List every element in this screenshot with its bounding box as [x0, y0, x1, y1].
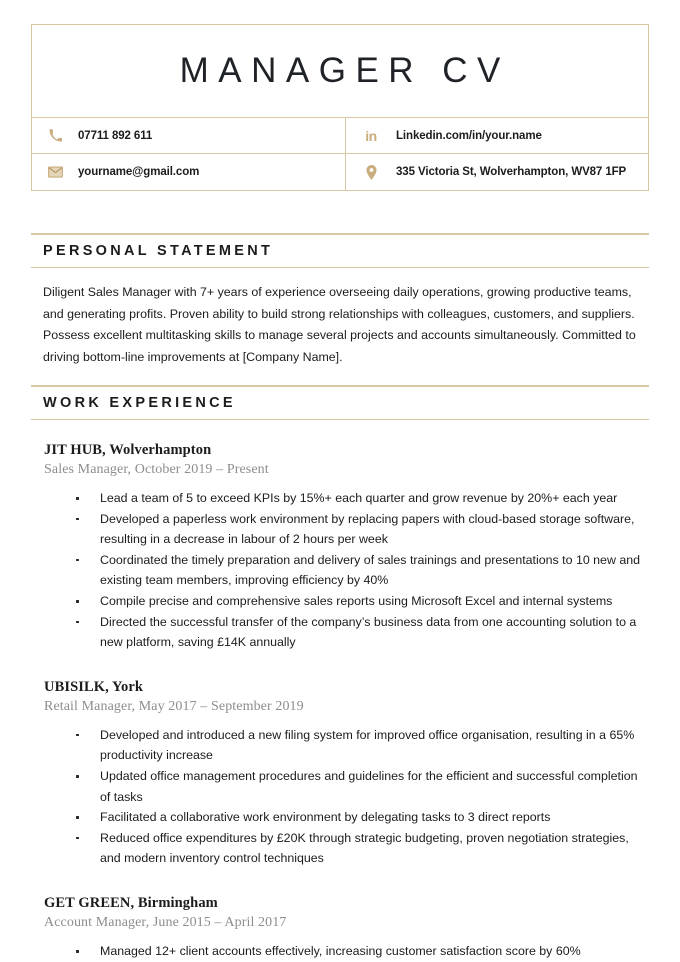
job-entry: [31, 894, 649, 962]
job-role: Retail Manager, May 2017 – September 2019: [44, 698, 304, 714]
email-value: yourname@gmail.com: [78, 166, 200, 178]
bullet-item: Lead a team of 5 to exceed KPIs by 15%+ each quarter and grow revenue by 20%+ each year: [44, 488, 649, 509]
phone-icon: [32, 129, 78, 142]
job-bullets: [44, 725, 649, 869]
job-entry: [31, 678, 649, 869]
bullet-item: Developed and introduced a new filing system for improved office organisation, resulting in a 65% productivity increase: [44, 725, 649, 766]
job-company: UBISILK, York: [44, 678, 144, 695]
envelope-icon: [32, 166, 78, 178]
cv-header-box: [31, 24, 649, 191]
page-title: MANAGER CV: [179, 51, 510, 90]
job-company: JIT HUB, Wolverhampton: [44, 442, 212, 458]
bullet-item: Managed 12+ client accounts effectively, increasing customer satisfaction score by 60%: [44, 941, 649, 962]
bullet-item: Updated office management procedures and guidelines for the efficient and successful completion of tasks: [44, 766, 649, 807]
section-work-experience: [31, 385, 649, 962]
job-company: GET GREEN, Birmingham: [44, 894, 218, 911]
personal-statement-body: Diligent Sales Manager with 7+ years of experience overseeing daily operations, growing productive teams, and generating profits. Proven ability to build strong relationships with colleagues, customers, and suppliers. Possess excellent multitasking skills to manage several projects and accounts simultaneously. Committed to driving bottom-line improvements at [Company Name].: [43, 285, 636, 364]
contact-phone[interactable]: [32, 118, 346, 154]
contact-grid: [32, 118, 648, 190]
contact-email[interactable]: [32, 154, 346, 190]
job-entry: [31, 441, 649, 653]
address-value: 335 Victoria St, Wolverhampton, WV87 1FP: [396, 166, 627, 178]
job-role: Sales Manager, October 2019 – Present: [44, 462, 269, 477]
phone-value: 07711 892 611: [78, 129, 153, 142]
personal-statement-heading: PERSONAL STATEMENT: [43, 243, 274, 259]
contact-address[interactable]: [346, 154, 648, 190]
bullet-item: Developed a paperless work environment by replacing papers with cloud-based storage software, resulting in a decrease in labour of 2 hours per week: [44, 509, 649, 550]
section-personal-statement: [31, 233, 649, 368]
linkedin-icon-text: in: [365, 127, 377, 144]
map-pin-icon: [346, 165, 396, 180]
work-experience-heading: WORK EXPERIENCE: [43, 395, 236, 411]
personal-statement-header: [31, 233, 649, 268]
work-experience-header: [31, 385, 649, 420]
job-bullets: [44, 488, 649, 653]
bullet-item: Reduced office expenditures by £20K through strategic budgeting, proven negotiation strategies, and modern inventory control techniques: [44, 828, 649, 869]
bullet-item: Compile precise and comprehensive sales reports using Microsoft Excel and internal systems: [44, 591, 649, 612]
cv-title-row: [32, 25, 648, 118]
bullet-item: Coordinated the timely preparation and delivery of sales trainings and presentations to 10 new and existing team members, improving efficiency by 40%: [44, 550, 649, 591]
bullet-item: Directed the successful transfer of the company’s business data from one accounting solution to a new platform, saving £14K annually: [44, 612, 649, 653]
job-role: Account Manager, June 2015 – April 2017: [44, 914, 287, 930]
job-bullets: [44, 941, 649, 962]
contact-linkedin[interactable]: [346, 118, 648, 154]
linkedin-icon: [346, 129, 396, 143]
linkedin-value: Linkedin.com/in/your.name: [396, 129, 542, 142]
bullet-item: Facilitated a collaborative work environment by delegating tasks to 3 direct reports: [44, 807, 649, 828]
